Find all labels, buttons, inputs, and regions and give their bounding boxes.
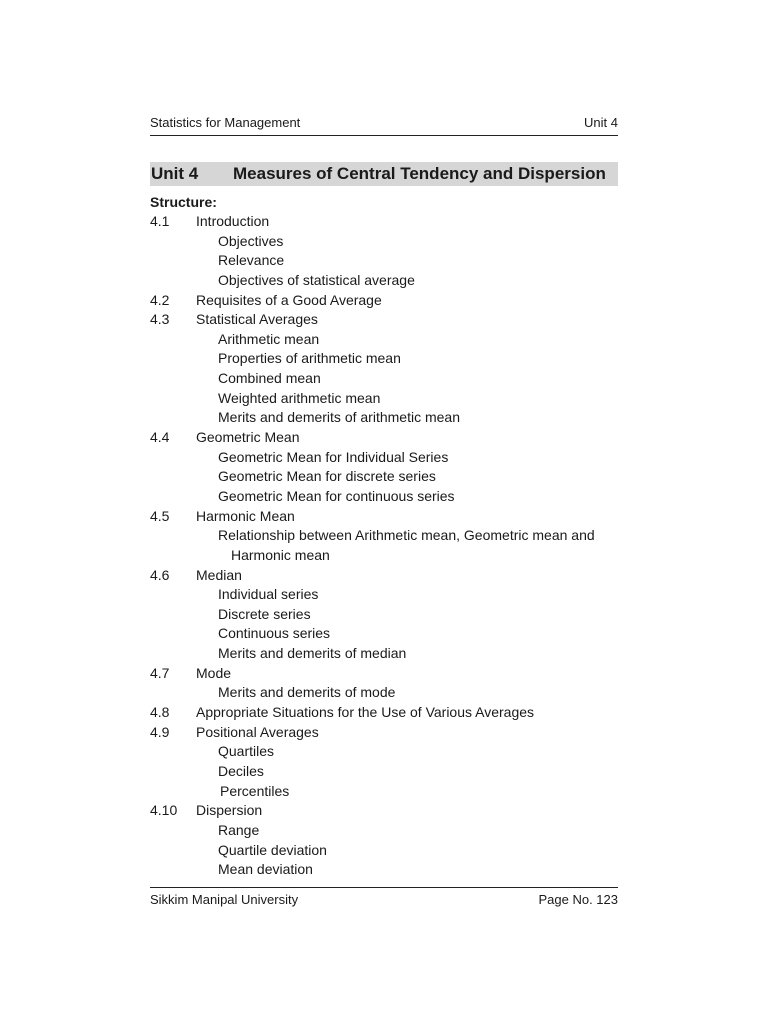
toc-section-row [150, 801, 618, 821]
toc-subsection-row [150, 683, 618, 703]
toc-section-row [150, 507, 618, 527]
toc-subsection-title: Continuous series [218, 625, 331, 642]
toc-section-number: 4.8 [150, 704, 170, 721]
toc-section-row [150, 723, 618, 743]
toc-section-title: Positional Averages [196, 723, 319, 740]
footer-rule [150, 887, 618, 888]
toc-subsection-row [150, 762, 618, 782]
footer-university: Sikkim Manipal University [150, 892, 299, 907]
toc-section-row [150, 310, 618, 330]
toc-subsection-row [150, 408, 618, 428]
toc-section-number: 4.1 [150, 213, 170, 229]
unit-title: Measures of Central Tendency and Dispersion [233, 164, 606, 183]
toc-subsection-title: Merits and demerits of arithmetic mean [218, 409, 460, 426]
toc-subsection-row [150, 369, 618, 389]
toc-section-number: 4.5 [150, 507, 170, 524]
toc-subsection-row [150, 526, 618, 546]
toc-subsection-row [150, 487, 618, 507]
toc-section-number: 4.3 [150, 311, 170, 328]
unit-title-banner [150, 162, 618, 186]
toc-section-title: Harmonic Mean [196, 507, 295, 524]
toc-section-title: Appropriate Situations for the Use of Various Averages [196, 704, 535, 721]
toc-section-row [150, 212, 618, 232]
toc-subsection-title: Geometric Mean for Individual Series [218, 448, 449, 465]
toc-section-title: Dispersion [196, 802, 263, 819]
running-footer [150, 892, 618, 907]
toc-subsection-row [150, 330, 618, 350]
toc-section-number: 4.4 [150, 429, 170, 446]
footer-page-number: Page No. 123 [538, 892, 618, 907]
toc-subsection-title: Objectives of statistical average [218, 271, 415, 288]
toc-subsection-row [150, 585, 618, 605]
toc-section-title: Geometric Mean [196, 429, 300, 446]
header-unit-label: Unit 4 [584, 115, 618, 130]
toc-subsection-title: Merits and demerits of median [218, 645, 407, 662]
toc-section-row [150, 703, 618, 723]
toc-subsection-title: Deciles [218, 762, 264, 779]
toc-section-number: 4.10 [150, 802, 178, 819]
toc-subsection-title: Relevance [218, 252, 285, 269]
toc-subsection-title: Quartiles [218, 743, 275, 760]
toc-subsection-row [150, 467, 618, 487]
toc-subsection-title: Discrete series [218, 605, 311, 622]
toc-subsection-row [150, 860, 618, 880]
toc-section-number: 4.2 [150, 291, 170, 308]
toc-section-number: 4.6 [150, 566, 170, 583]
unit-number: Unit 4 [151, 164, 199, 183]
toc-subsection-row [150, 644, 618, 664]
toc-subsection-row [150, 546, 618, 566]
toc-section-title: Introduction [196, 213, 270, 229]
toc-subsection-title: Properties of arithmetic mean [218, 350, 401, 367]
toc-subsection-row [150, 782, 618, 802]
toc-subsection-row [150, 448, 618, 468]
toc-section-number: 4.9 [150, 723, 170, 740]
toc-subsection-title: Percentiles [220, 782, 290, 799]
toc-subsection-row [150, 349, 618, 369]
toc-subsection-title: Objectives [218, 232, 284, 249]
toc-subsection-title: Mean deviation [218, 861, 313, 878]
toc-subsection-title: Range [218, 821, 260, 838]
header-rule [150, 135, 618, 136]
toc-subsection-title: Weighted arithmetic mean [218, 389, 381, 406]
running-header [150, 115, 618, 130]
toc-section-title: Median [196, 566, 242, 583]
toc-subsection-title: Geometric Mean for discrete series [218, 468, 436, 485]
toc-section-number: 4.7 [150, 664, 170, 681]
toc-section-title: Requisites of a Good Average [196, 291, 382, 308]
toc-subsection-row [150, 232, 618, 252]
structure-heading: Structure: [150, 194, 217, 210]
toc-subsection-row [150, 841, 618, 861]
header-course-title: Statistics for Management [150, 115, 301, 130]
toc-subsection-row [150, 821, 618, 841]
toc-subsection-title: Harmonic mean [231, 546, 330, 563]
toc-subsection-title: Quartile deviation [218, 841, 327, 858]
toc-section-row [150, 664, 618, 684]
toc-subsection-title: Combined mean [218, 370, 321, 387]
toc-section-row [150, 566, 618, 586]
toc-subsection-row [150, 251, 618, 271]
toc-subsection-row [150, 271, 618, 291]
toc-section-row [150, 428, 618, 448]
toc-section-row [150, 291, 618, 311]
toc-subsection-title: Merits and demerits of mode [218, 684, 396, 701]
toc-section-title: Statistical Averages [196, 311, 318, 328]
toc-subsection-title: Relationship between Arithmetic mean, Geometric mean and [218, 527, 595, 544]
toc-subsection-title: Arithmetic mean [218, 330, 320, 347]
toc-subsection-row [150, 624, 618, 644]
toc-subsection-title: Individual series [218, 586, 319, 603]
toc-subsection-row [150, 742, 618, 762]
toc-section-title: Mode [196, 664, 232, 681]
toc-subsection-title: Geometric Mean for continuous series [218, 487, 455, 504]
toc-subsection-row [150, 605, 618, 625]
table-of-contents [150, 212, 618, 880]
toc-subsection-row [150, 389, 618, 409]
